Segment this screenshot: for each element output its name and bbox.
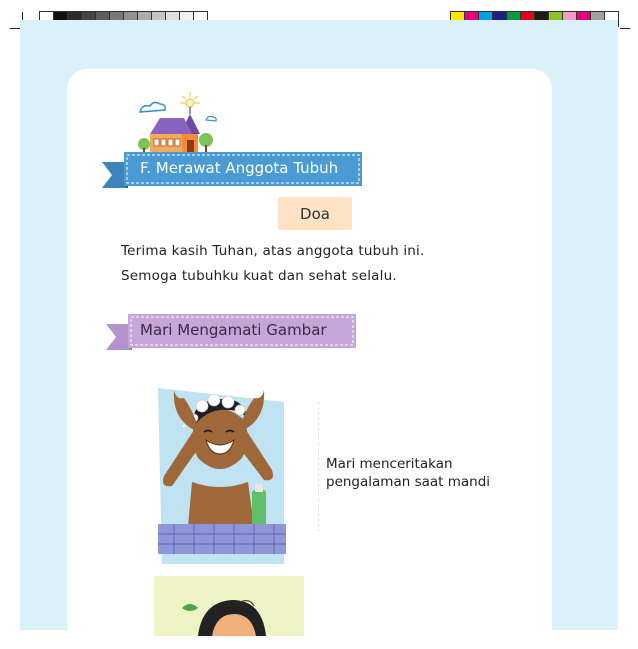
caption-divider — [318, 402, 319, 532]
prayer-line-2: Semoga tubuhku kuat dan sehat selalu. — [121, 268, 397, 284]
girl-illustration-icon — [154, 576, 304, 636]
prayer-line-1: Terima kasih Tuhan, atas anggota tubuh ini. — [121, 243, 425, 259]
boy-shampooing-icon — [154, 386, 288, 566]
caption-line-2: pengalaman saat mandi — [326, 474, 491, 490]
crop-mark-left-horizontal — [10, 28, 20, 29]
activity-ribbon — [106, 312, 358, 352]
section-title: F. Merawat Anggota Tubuh — [140, 159, 339, 177]
activity-title: Mari Mengamati Gambar — [140, 321, 327, 339]
caption-line-1: Mari menceritakan — [326, 456, 453, 472]
section-ribbon — [102, 150, 364, 190]
prayer-label: Doa — [278, 197, 352, 230]
crop-mark-right-horizontal — [620, 28, 630, 29]
